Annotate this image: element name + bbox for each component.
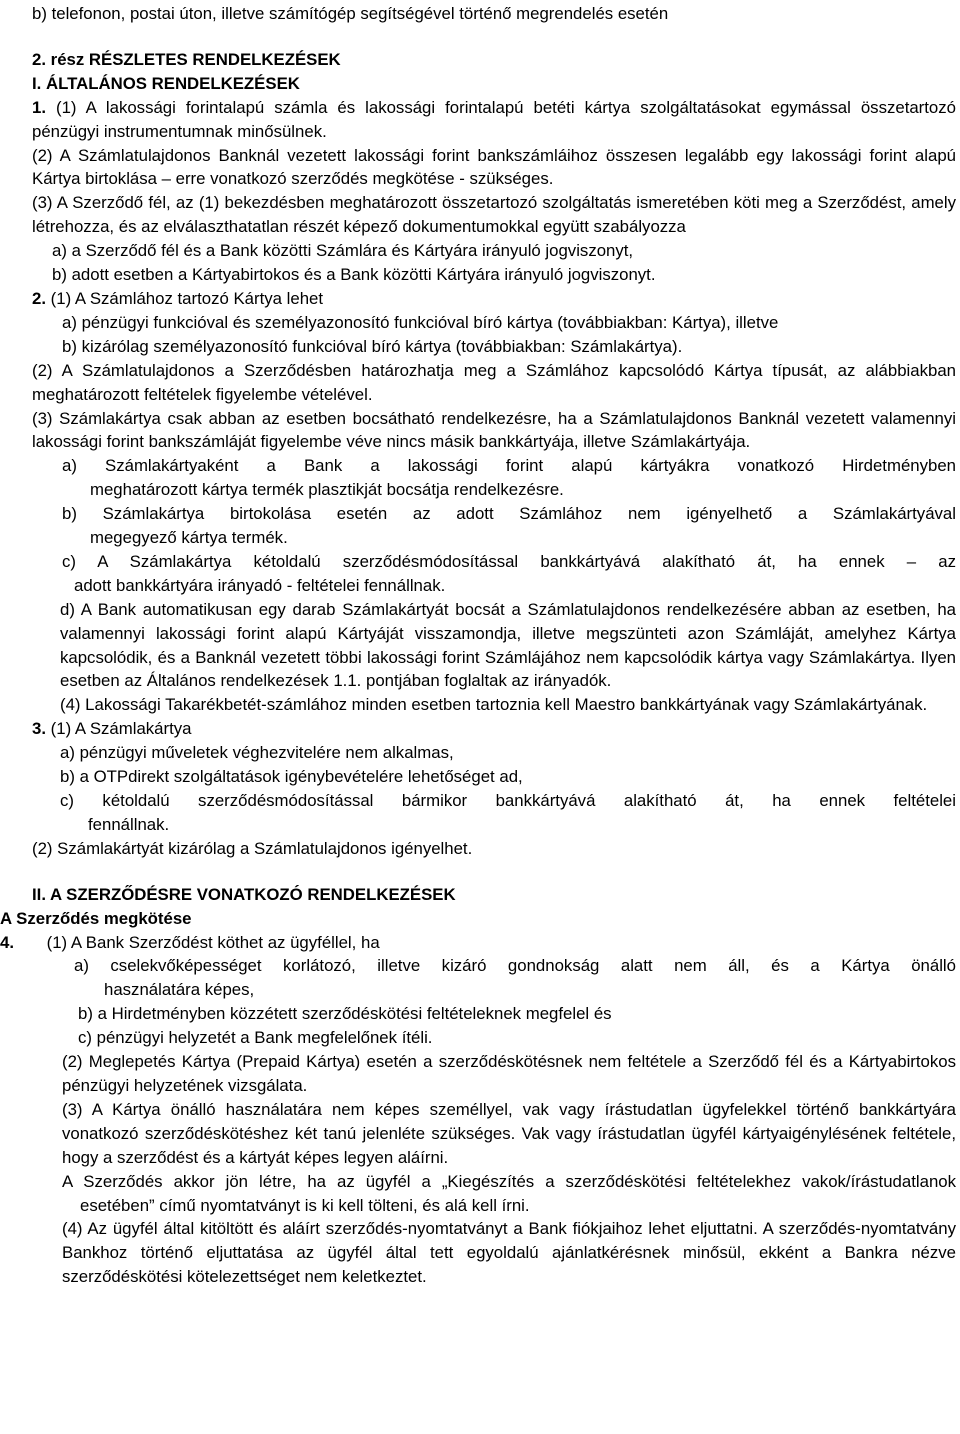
point-2-paragraph-4: (4) Lakossági Takarékbetét-számlához minden esetben tartoznia kell Maestro bankkártyának vagy Számlakártyának. — [60, 695, 928, 715]
point-4-1-item-c: c) pénzügyi helyzetét a Bank megfelelőnek ítéli. — [78, 1028, 433, 1048]
point-1-3-item-a: a) a Szerződő fél és a Bank közötti Számlára és Kártyára irányuló jogviszonyt, — [52, 241, 634, 261]
section-2-heading: II. A SZERZŐDÉSRE VONATKOZÓ RENDELKEZÉSEK — [32, 884, 456, 904]
point-4-1-item-a — [32, 954, 956, 1002]
item-a-lead: a) cselekvőképességet korlátozó, illetve kizáró gondnokság alatt nem áll, és a Kártya önálló — [74, 956, 956, 976]
point-1-text: (1) A lakossági forintalapú számla és lakossági forintalapú betéti kártya szolgáltatásokat egymással összetartozó pénzügyi instrumentumnak minősülnek. — [32, 97, 956, 141]
point-4-paragraph-3: (3) A Kártya önálló használatára nem képes személlyel, vak vagy írástudatlan ügyfelekkel történő bankkártyára vonatkozó szerződéskötéshez két tanú jelenléte szükséges. Vak vagy írástudatlan ügyfél kártyaigénylésének feltétele, hogy a szerződést és a kártyát képes legyen aláírni. — [62, 1099, 956, 1167]
point-1-paragraph-2: (2) A Számlatulajdonos Banknál vezetett lakossági forint bankszámláihoz összesen legalább egy lakossági forint alapú Kártya birtoklása – erre vonatkozó szerződés megkötése - szükséges. — [32, 145, 956, 189]
item-b-lead: b) Számlakártya birtokolása esetén az adott Számlához nem igényelhető a Számlakártyával — [62, 504, 956, 524]
point-2-1-item-b: b) kizárólag személyazonosító funkcióval bíró kártya (továbbiakban: Számlakártya). — [62, 336, 683, 356]
section-1-heading: I. ÁLTALÁNOS RENDELKEZÉSEK — [32, 73, 300, 93]
point-2-3-item-a — [32, 454, 956, 502]
point-3-1-item-b: b) a OTPdirekt szolgáltatások igénybevételére lehetőséget ad, — [60, 767, 523, 787]
point-4-paragraph-3b — [32, 1170, 956, 1218]
point-2-3-item-d: d) A Bank automatikusan egy darab Számlakártyát bocsát a Számlatulajdonos rendelkezésére abban az esetben, ha valamennyi lakossági forint alapú Kártyáját visszamondja, illetve megszünteti azon Számláját, amelyhez Kártya kapcsolódik, és a Banknál vezetett többi lakossági forint Számlájához nem kapcsolódik kártya vagy Számlakártya. Ilyen esetben az Általános rendelkezések 1.1. pontjában foglaltak az irányadók. — [60, 599, 956, 691]
point-2-paragraph-3: (3) Számlakártya csak abban az esetben bocsátható rendelkezésre, ha a Számlatulajdonos Banknál vezetett valamennyi lakossági forint bankszámláját figyelembe véve nincs másik bankkártyája, illetve Számlakártyája. — [32, 408, 956, 452]
item-c-lead: c) A Számlakártya kétoldalú szerződésmódosítással bankkártyává alakítható át, ha ennek – az — [62, 551, 956, 571]
point-4-1-item-b: b) a Hirdetményben közzétett szerződéskötési feltételeknek megfelel és — [78, 1004, 612, 1024]
item-c-lead: c) kétoldalú szerződésmódosítással bármikor bankkártyává alakítható át, ha ennek feltételei — [60, 791, 956, 810]
point-4-paragraph-4: (4) Az ügyfél által kitöltött és aláírt szerződés-nyomtatványt a Bank fiókjaihoz lehet eljuttatni. A szerződés-nyomtatvány Bankhoz történő eljuttatása az ügyfél által tett egyoldalú ajánlatkérésnek minősül, ekként a Bankra nézve szerződéskötési kötelezettséget nem keletkeztet. — [62, 1219, 956, 1287]
item-b-cont: megegyező kártya termék. — [90, 528, 288, 548]
item-a-lead: a) Számlakártyaként a Bank a lakossági forint alapú kártyákra vonatkozó Hirdetményben — [62, 456, 956, 476]
spacer — [32, 26, 956, 48]
paragraph-3b-cont: esetében” című nyomtatványt is ki kell tölteni, és alá kell írni. — [80, 1195, 530, 1215]
spacer — [32, 861, 956, 883]
point-4-paragraph-1 — [0, 931, 956, 955]
point-2-paragraph-2: (2) A Számlatulajdonos a Szerződésben határozhatja meg a Számlához kapcsolódó Kártya típusát, az alábbiakban meghatározott feltételek figyelembe vételével. — [32, 360, 956, 404]
point-1-3-item-b: b) adott esetben a Kártyabirtokos és a Bank közötti Kártyára irányuló jogviszonyt. — [52, 265, 656, 285]
point-3-1-item-c — [32, 789, 956, 837]
part-2-heading: 2. rész RÉSZLETES RENDELKEZÉSEK — [32, 49, 341, 69]
item-a-cont: használatára képes, — [104, 980, 255, 1000]
point-4-text: (1) A Bank Szerződést köthet az ügyféllel, ha — [14, 932, 380, 952]
paragraph-3b-lead: A Szerződés akkor jön létre, ha az ügyfél a „Kiegészítés a szerződéskötési feltételekhez vakok/írástudatlanok — [62, 1171, 956, 1191]
point-3-paragraph-2: (2) Számlakártyát kizárólag a Számlatulajdonos igényelhet. — [32, 838, 473, 858]
point-2-1-item-a: a) pénzügyi funkcióval és személyazonosító funkcióval bíró kártya (továbbiakban: Kártya), illetve — [62, 312, 779, 332]
point-4-paragraph-2: (2) Meglepetés Kártya (Prepaid Kártya) esetén a szerződéskötésnek nem feltétele a Szerződő fél és a Kártyabirtokos pénzügyi helyzetének vizsgálata. — [62, 1052, 956, 1095]
point-2-number: 2. — [32, 288, 46, 308]
point-2-3-item-b — [32, 502, 956, 550]
point-2-text: (1) A Számlához tartozó Kártya lehet — [46, 288, 324, 308]
point-2-paragraph-1 — [32, 287, 956, 311]
point-2-3-item-c — [32, 550, 956, 598]
item-c-cont: fennállnak. — [88, 814, 170, 834]
point-3-1-item-a: a) pénzügyi műveletek véghezvitelére nem alkalmas, — [60, 743, 454, 763]
point-1-paragraph-1 — [32, 96, 956, 144]
item-a-cont: meghatározott kártya termék plasztikját bocsátja rendelkezésre. — [90, 480, 564, 500]
point-3-number: 3. — [32, 719, 46, 739]
point-4-number: 4. — [0, 932, 14, 952]
subsection-heading: A Szerződés megkötése — [0, 908, 192, 928]
item-c-cont: adott bankkártyára irányadó - feltételei fennállnak. — [74, 575, 446, 595]
paragraph-b-telephone: b) telefonon, postai úton, illetve számítógép segítségével történő megrendelés esetén — [32, 4, 669, 23]
point-1-number: 1. — [32, 97, 46, 117]
point-3-paragraph-1 — [32, 717, 956, 741]
point-1-paragraph-3: (3) A Szerződő fél, az (1) bekezdésben meghatározott összetartozó szolgáltatás ismeretében köti meg a Szerződést, amely létrehozza, és az elválaszthatatlan részét képező dokumentumokkal együtt szabályozza — [32, 193, 956, 237]
point-3-text: (1) A Számlakártya — [46, 719, 192, 739]
